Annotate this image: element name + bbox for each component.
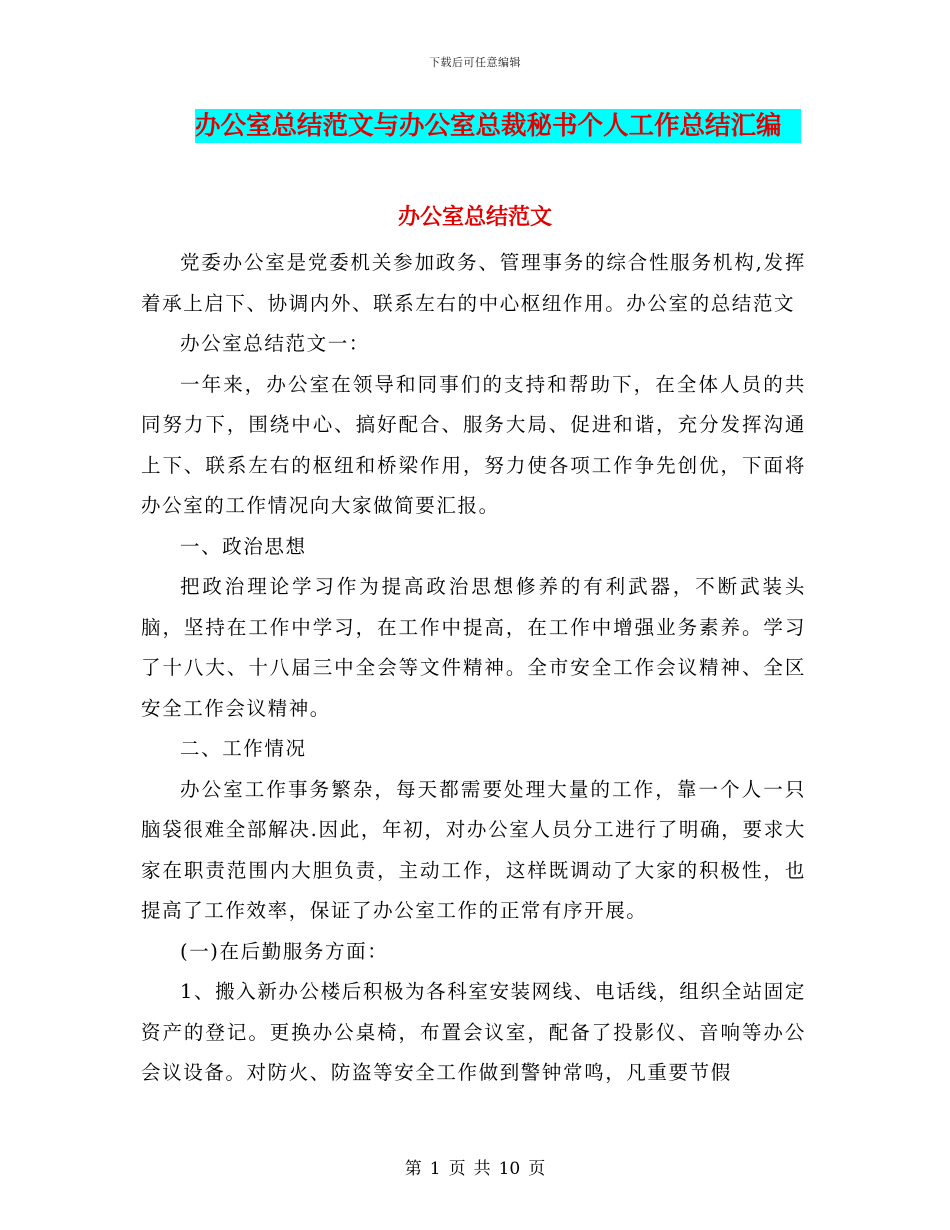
paragraph: 把政治理论学习作为提高政治思想修养的有利武器，不断武装头脑，坚持在工作中学习，在工作中提高，在工作中增强业务素养。学习了十八大、十八届三中全会等文件精神。全市安全工作会议精神、全区安全工作会议精神。 [141,575,806,720]
paragraph: 二、工作情况 [180,737,307,760]
paragraph: 一年来，办公室在领导和同事们的支持和帮助下，在全体人员的共同努力下，围绕中心、搞好配合、服务大局、促进和谐，充分发挥沟通上下、联系左右的枢纽和桥梁作用，努力使各项工作争先创优，下面将办公室的工作情况向大家做简要汇报。 [141,372,806,517]
paragraph: 办公室总结范文一： [180,332,370,355]
footer-gong: 共 [473,1159,491,1179]
paragraph: 党委办公室是党委机关参加政务、管理事务的综合性服务机构,发挥着承上启下、协调内外、联系左右的中心枢纽作用。办公室的总结范文 [141,251,806,315]
document-title: 办公室总结范文与办公室总裁秘书个人工作总结汇编 [195,111,782,141]
document-title-highlight [195,109,801,143]
paragraph: 办公室工作事务繁杂，每天都需要处理大量的工作，靠一个人一只脑袋很难全部解决.因此，年初，对办公室人员分工进行了明确，要求大家在职责范围内大胆负责，主动工作，这样既调动了大家的积极性，也提高了工作效率，保证了办公室工作的正常有序开展。 [141,777,806,922]
page-total: 10 [498,1159,521,1179]
paragraph: (一)在后勤服务方面： [180,939,389,963]
paragraph: 1、搬入新办公楼后积极为各科室安装网线、电话线，组织全站固定资产的登记。更换办公桌椅，布置会议室，配备了投影仪、音响等办公会议设备。对防火、防盗等安全工作做到警钟常鸣，凡重要节假 [141,980,806,1084]
footer-ye: 页 [448,1159,466,1179]
footer-ye2: 页 [528,1159,546,1179]
document-body [141,243,806,1094]
page-footer [0,1154,950,1179]
section-title: 办公室总结范文 [397,205,552,230]
header-note: 下载后可任意编辑 [429,56,521,69]
page-number: 1 [429,1159,441,1179]
paragraph: 一、政治思想 [180,534,307,558]
footer-di: 第 [404,1159,422,1179]
